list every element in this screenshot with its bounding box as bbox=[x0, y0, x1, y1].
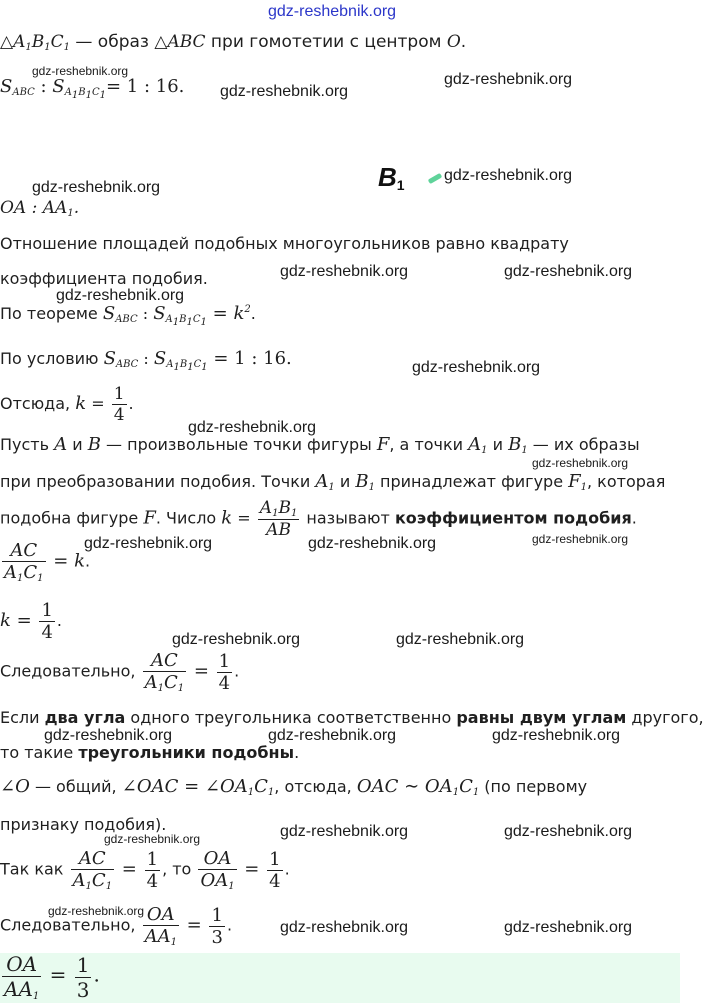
figure-label: $B_1$ bbox=[378, 162, 405, 193]
watermark: gdz-reshebnik.org bbox=[32, 64, 129, 78]
watermark: gdz-reshebnik.org bbox=[444, 167, 573, 184]
watermark: gdz-reshebnik.org bbox=[188, 419, 317, 436]
line-17: ∠O — общий, ∠OAC = $\angle OA_1C_1$, отсюда, OAC ∼ $OA_1C_1$ (по первому bbox=[0, 776, 588, 798]
watermark: gdz-reshebnik.org bbox=[532, 532, 629, 546]
line-12: $\frac{AC}{A_1C_1}$ = k. bbox=[4, 540, 91, 584]
final-answer: $\frac{OA}{AA_1}$ = $\frac{1}{3}$ . bbox=[4, 952, 100, 1002]
line-18: признаку подобия). bbox=[0, 815, 167, 834]
watermark: gdz-reshebnik.org bbox=[220, 83, 349, 100]
line-6: По теореме $S_{ABC}$ : $S_{A_1B_1C_1} = k^2$. bbox=[0, 303, 256, 328]
line-5: коэффициента подобия. bbox=[0, 269, 208, 288]
watermark: gdz-reshebnik.org bbox=[444, 71, 573, 88]
watermark: gdz-reshebnik.org bbox=[104, 832, 201, 846]
watermark: gdz-reshebnik.org bbox=[280, 823, 409, 840]
line-14: Следовательно, $\frac{AC}{A_1C_1}$ = $\frac{1}{4}$ . bbox=[0, 650, 240, 694]
watermark: gdz-reshebnik.org bbox=[504, 263, 633, 280]
watermark: gdz-reshebnik.org bbox=[412, 359, 541, 376]
figure-mark bbox=[428, 173, 443, 184]
watermark: gdz-reshebnik.org bbox=[56, 287, 185, 304]
watermark: gdz-reshebnik.org bbox=[48, 904, 145, 918]
watermark: gdz-reshebnik.org bbox=[268, 727, 397, 744]
watermark: gdz-reshebnik.org bbox=[44, 727, 173, 744]
watermark: gdz-reshebnik.org bbox=[308, 535, 437, 552]
answer-highlight bbox=[0, 953, 680, 1003]
watermark: gdz-reshebnik.org bbox=[504, 919, 633, 936]
line-19: Так как $\frac{AC}{A_1C_1}$ = $\frac{1}{4}$ , то $\frac{OA}{OA_1}$ = $\frac{1}{4}$ . bbox=[0, 848, 290, 892]
watermark: gdz-reshebnik.org bbox=[280, 919, 409, 936]
watermark: gdz-reshebnik.org bbox=[280, 263, 409, 280]
watermark: gdz-reshebnik.org bbox=[84, 535, 213, 552]
line-2: $S_{ABC}$ : $S_{A_1B_1C_1}= 1$ : 16. bbox=[0, 76, 185, 101]
line-9: Пусть A и B — произвольные точки фигуры F, а точки $A_1$ и $B_1$ — их образы bbox=[0, 434, 640, 456]
line-1: $\triangle A_1B_1C_1$ — образ △ABC при гомотетии с центром O. bbox=[0, 32, 467, 53]
line-4: Отношение площадей подобных многоугольников равно квадрату bbox=[0, 234, 569, 253]
line-16: то такие треугольники подобны. bbox=[0, 743, 300, 762]
line-13: k = $\frac{1}{4}$ . bbox=[0, 600, 62, 643]
watermark: gdz-reshebnik.org bbox=[268, 3, 397, 20]
line-8: Отсюда, k = $\frac{1}{4}$ . bbox=[0, 384, 134, 425]
line-3: OA : $AA_1$. bbox=[0, 198, 80, 219]
line-20: Следовательно, $\frac{OA}{AA_1}$ = $\frac{1}{3}$ . bbox=[0, 904, 233, 948]
watermark: gdz-reshebnik.org bbox=[532, 456, 629, 470]
watermark: gdz-reshebnik.org bbox=[32, 179, 161, 196]
line-10: при преобразовании подобия. Точки $A_1$ и $B_1$ принадлежат фигуре $F_1$, которая bbox=[0, 471, 666, 493]
line-11: подобна фигуре F. Число k = $\frac{A_1B_1}{AB}$ называют коэффициентом подобия. bbox=[0, 498, 637, 540]
watermark: gdz-reshebnik.org bbox=[492, 727, 621, 744]
line-7: По условию $S_{ABC}$ : $S_{A_1B_1C_1} = 1$ : 16. bbox=[0, 348, 292, 373]
watermark: gdz-reshebnik.org bbox=[396, 631, 525, 648]
watermark: gdz-reshebnik.org bbox=[172, 631, 301, 648]
watermark: gdz-reshebnik.org bbox=[504, 823, 633, 840]
line-15: Если два угла одного треугольника соответственно равны двум углам другого, bbox=[0, 708, 704, 727]
